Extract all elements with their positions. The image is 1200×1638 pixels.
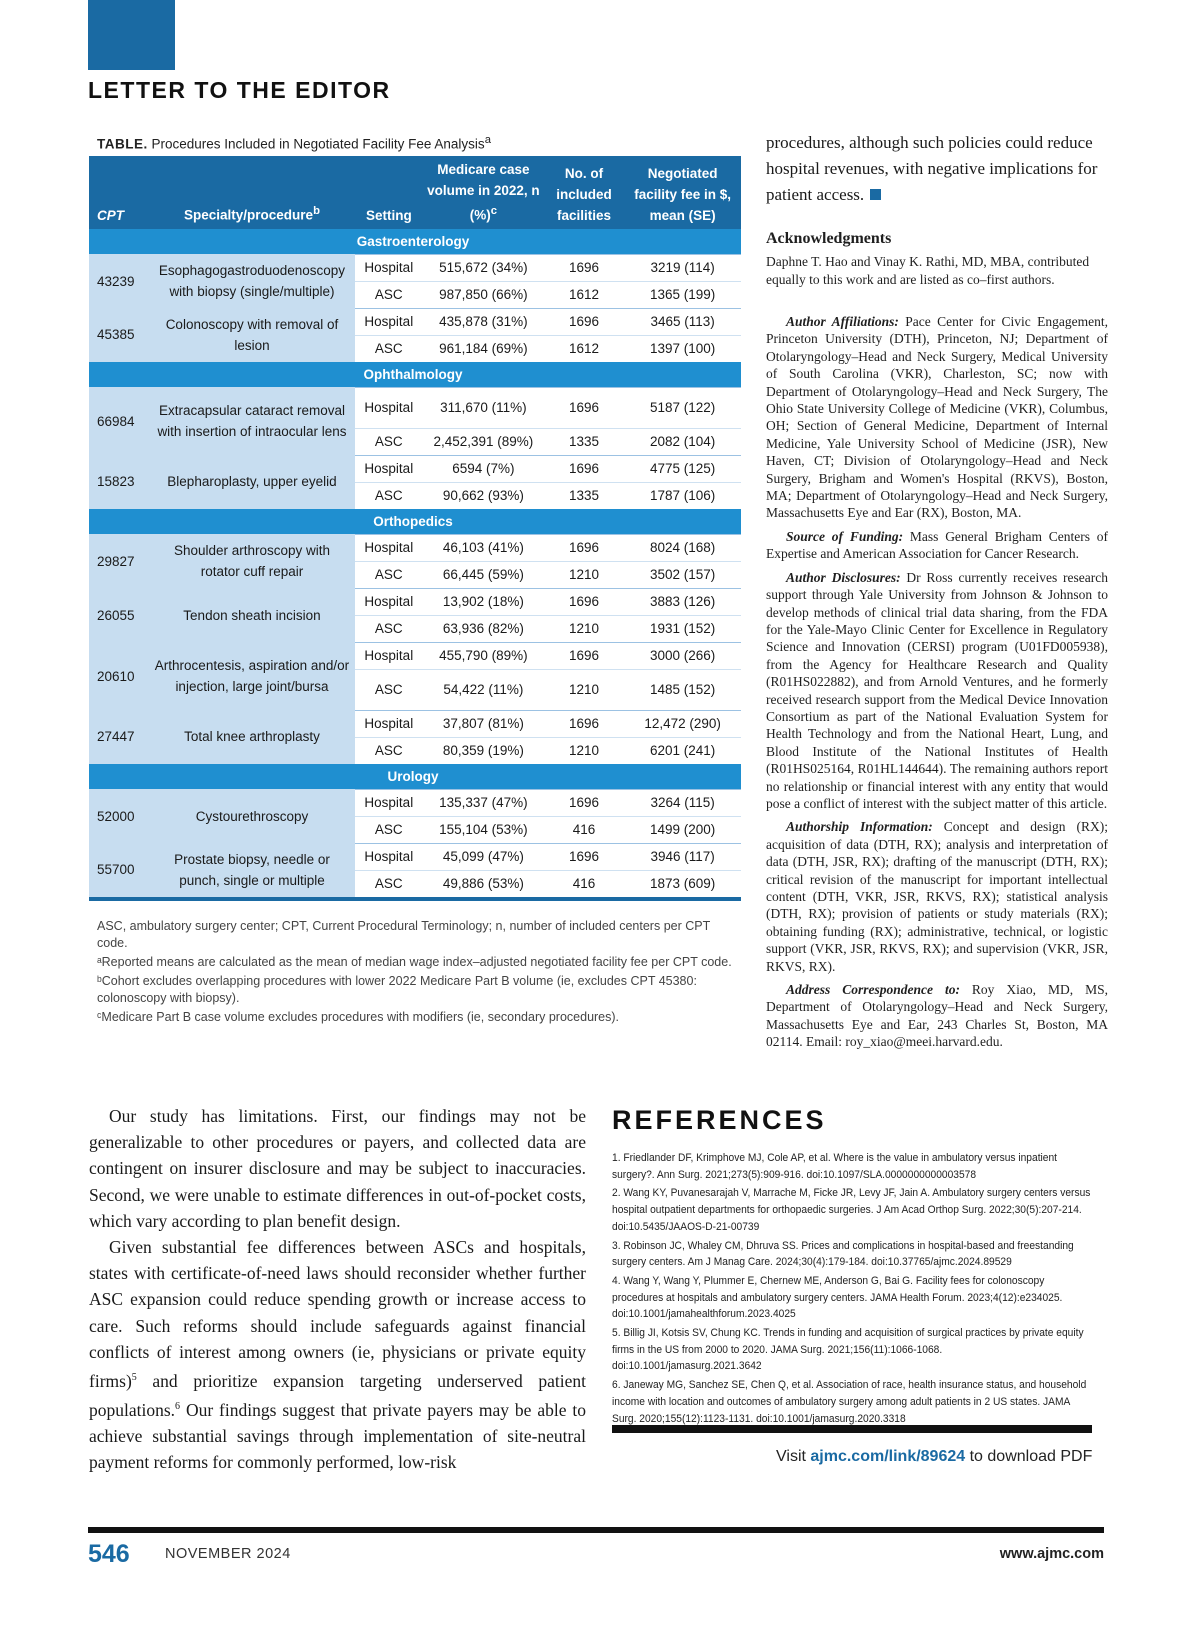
cell-setting: ASC [355,281,423,308]
cell-fee: 3264 (115) [624,789,741,816]
correspondence: Address Correspondence to: Roy Xiao, MD, MS, Department of Otolaryngology–Head and Neck Surgery, Massachusetts Eye and Ear, 243 Charles St, Boston, MA 02114. Email: roy_xiao@meei.harvard.edu. [766,982,1108,1050]
pdf-link[interactable]: ajmc.com/link/89624 [810,1448,966,1465]
cell-facilities: 1696 [544,387,624,428]
procedure-name: Blepharoplasty, upper eyelid [149,455,354,509]
acknowledgments-heading: Acknowledgments [766,230,892,247]
procedure-name: Esophagogastroduodenoscopy with biopsy (single/multiple) [149,254,354,308]
cell-fee: 3000 (266) [624,642,741,669]
cell-facilities: 416 [544,816,624,843]
cell-volume: 63,936 (82%) [423,615,544,642]
reference-item: 6. Janeway MG, Sanchez SE, Chen Q, et al. Association of race, health insurance status, and household income with location and outcomes of ambulatory surgery among adult patients in 2 US states. JAMA Surg. 2020;155(12):1123-1131. doi:10.1001/jamasurg.2020.3318 [612,1379,1087,1425]
note-c: ᶜMedicare Part B case volume excludes procedures with modifiers (ie, secondary procedures). [97,1010,620,1024]
col-cpt: CPT [89,156,149,229]
cell-volume: 80,359 (19%) [423,737,544,764]
cell-setting: ASC [355,482,423,509]
procedure-name: Extracapsular cataract removal with insertion of intraocular lens [149,387,354,455]
cell-volume: 2,452,391 (89%) [423,428,544,455]
procedures-table [89,156,741,901]
col-volume: Medicare case volume in 2022, n (%)$^c$ [423,156,544,229]
cell-volume: 155,104 (53%) [423,816,544,843]
cell-setting: Hospital [355,789,423,816]
cell-facilities: 1612 [544,335,624,362]
table-row [89,455,741,482]
cell-setting: Hospital [355,710,423,737]
reference-item: 2. Wang KY, Puvanesarajah V, Marrache M, Ficke JR, Levy JF, Jain A. Ambulatory surgery centers versus hospital outpatient departments for orthopaedic surgeries. J Am Acad Orthop Surg. 2022;30(5):207-214. doi:10.5435/JAAOS-D-21-00739 [612,1187,1091,1233]
cell-volume: 455,790 (89%) [423,642,544,669]
cell-fee: 1499 (200) [624,816,741,843]
cell-volume: 135,337 (47%) [423,789,544,816]
category-label: Gastroenterology [89,229,741,255]
cell-volume: 435,878 (31%) [423,308,544,335]
cell-facilities: 1696 [544,254,624,281]
cell-facilities: 416 [544,870,624,899]
disclosures: Author Disclosures: Dr Ross currently receives research support through Yale University from Johnson & Johnson to develop methods of clinical trial data sharing, from the FDA for the Yale-Mayo Clinic Center for Excellence in Regulatory Science and Innovation (CERSI) program (U01FD005938), from the Agency for Healthcare Research and Quality (R01HS022882), and from Arnold Ventures, and he formerly received research support from the Medical Device Innovation Consortium as part of the National Evaluation System for Health Technology and from the National Heart, Lung, and Blood Institute of the National Institutes of Health (R01HS025164, R01HL144644). The remaining authors report no relationship or financial interest with any entity that would pose a conflict of interest with the subject matter of this article. [766,569,1108,811]
cell-fee: 2082 (104) [624,428,741,455]
reference-item: 4. Wang Y, Wang Y, Plummer E, Chernew ME, Anderson G, Bai G. Facility fees for colonoscopy procedures at hospitals and ambulatory surgery centers. JAMA Health Forum. 2023;4(12):e234025. doi:10.1001/jamahealthforum.2023.4025 [612,1274,1063,1321]
col-setting: Setting [355,156,423,229]
table-row [89,254,741,281]
note-abbrev: ASC, ambulatory surgery center; CPT, Current Procedural Terminology; n, number of included centers per CPT code. [97,919,711,950]
cell-volume: 6594 (7%) [423,455,544,482]
cell-facilities: 1696 [544,308,624,335]
category-label: Ophthalmology [89,362,741,388]
cell-setting: ASC [355,428,423,455]
visit-line: Visit ajmc.com/link/89624 to download PDF [776,1448,1093,1465]
cell-fee: 3219 (114) [624,254,741,281]
cell-setting: Hospital [355,843,423,870]
cell-fee: 1365 (199) [624,281,741,308]
table-caption-text: Procedures Included in Negotiated Facility Fee Analysis [147,136,485,152]
issue-date: NOVEMBER 2024 [165,1546,291,1562]
cell-volume: 54,422 (11%) [423,669,544,710]
cell-facilities: 1335 [544,428,624,455]
cell-volume: 66,445 (59%) [423,561,544,588]
note-b: ᵇCohort excludes overlapping procedures with lower 2022 Medicare Part B volume (ie, excludes CPT 45380: colonoscopy with biopsy). [97,974,697,1005]
cell-fee: 3502 (157) [624,561,741,588]
cell-fee: 3946 (117) [624,843,741,870]
cpt-code: 20610 [89,642,149,710]
procedure-name: Prostate biopsy, needle or punch, single or multiple [149,843,354,899]
table-row [89,789,741,816]
col-fee: Negotiated facility fee in $, mean (SE) [624,156,741,229]
note-a: ᵃReported means are calculated as the mean of median wage index–adjusted negotiated facility fee per CPT code. [97,955,732,969]
cell-fee: 1397 (100) [624,335,741,362]
cell-fee: 5187 (122) [624,387,741,428]
cell-volume: 90,662 (93%) [423,482,544,509]
procedure-name: Total knee arthroplasty [149,710,354,764]
cell-facilities: 1612 [544,281,624,308]
table-row [89,710,741,737]
cpt-code: 26055 [89,588,149,642]
col-specialty: Specialty/procedure$^b$ [149,156,354,229]
page-number: 546 [88,1540,130,1568]
cpt-code: 55700 [89,843,149,899]
table-caption [97,134,491,152]
references-heading: REFERENCES [612,1105,827,1135]
cell-volume: 961,184 (69%) [423,335,544,362]
references-list [612,1150,1092,1429]
table-row [89,308,741,335]
cell-facilities: 1210 [544,561,624,588]
category-label: Orthopedics [89,509,741,535]
cell-setting: ASC [355,615,423,642]
cell-fee: 1931 (152) [624,615,741,642]
cell-facilities: 1696 [544,642,624,669]
cell-setting: Hospital [355,642,423,669]
table-row [89,534,741,561]
author-info [766,313,1108,1057]
cell-setting: Hospital [355,588,423,615]
cell-fee: 6201 (241) [624,737,741,764]
affiliations: Author Affiliations: Pace Center for Civic Engagement, Princeton University (DTH), Princeton, NJ; Department of Otolaryngology–Head and Neck Surgery, Medical University of South Carolina (VKR), Charleston, SC; now with Department of Otolaryngology–Head and Neck Surgery, The Ohio State University College of Medicine (VKR), Columbus, OH; Section of General Medicine, Department of Internal Medicine, Yale University School of Medicine (JSR), New Haven, CT; Division of Otolaryngology–Head and Neck Surgery, Brigham and Women's Hospital (RKVS), Boston, MA; Department of Otolaryngology–Head and Neck Surgery, Massachusetts Eye and Ear (RX), Boston, MA. [766,314,1108,521]
cell-fee: 1873 (609) [624,870,741,899]
cell-facilities: 1696 [544,843,624,870]
cell-facilities: 1210 [544,669,624,710]
cpt-code: 43239 [89,254,149,308]
end-square-icon [870,189,881,200]
category-row [89,229,741,255]
procedure-name: Shoulder arthroscopy with rotator cuff repair [149,534,354,588]
cell-volume: 515,672 (34%) [423,254,544,281]
cell-facilities: 1696 [544,455,624,482]
table-notes [97,918,737,1028]
cell-volume: 987,850 (66%) [423,281,544,308]
table-row [89,588,741,615]
cpt-code: 52000 [89,789,149,843]
table-caption-sup: a [484,134,491,146]
site-url[interactable]: www.ajmc.com [999,1546,1104,1562]
cell-fee: 3465 (113) [624,308,741,335]
cell-volume: 45,099 (47%) [423,843,544,870]
body-text [89,1103,586,1476]
reference-item: 3. Robinson JC, Whaley CM, Dhruva SS. Prices and complications in hospital-based and freestanding surgery centers. Am J Manag Care. 2024;30(4):179-184. doi:10.37765/ajmc.2024.89529 [612,1239,1074,1269]
cell-setting: Hospital [355,534,423,561]
table-row [89,642,741,669]
cpt-code: 45385 [89,308,149,362]
category-row [89,764,741,790]
cell-facilities: 1335 [544,482,624,509]
funding: Source of Funding: Mass General Brigham Centers of Expertise and American Association for Cancer Research. [766,528,1109,562]
cell-setting: Hospital [355,387,423,428]
cell-fee: 8024 (168) [624,534,741,561]
procedure-name: Cystourethroscopy [149,789,354,843]
cpt-code: 27447 [89,710,149,764]
cpt-code: 66984 [89,387,149,455]
reference-item: 1. Friedlander DF, Krimphove MJ, Cole AP, et al. Where is the value in ambulatory versus inpatient surgery?. Ann Surg. 2021;273(5):909-916. doi:10.1097/SLA.0000000000003578 [612,1152,1058,1181]
acknowledgments-body: Daphne T. Hao and Vinay K. Rathi, MD, MBA, contributed equally to this work and are listed as co–first authors. [766,254,1090,287]
cell-facilities: 1696 [544,710,624,737]
cell-setting: Hospital [355,308,423,335]
body-paragraph-1: Our study has limitations. First, our findings may not be generalizable to other procedures or payers, and collected data are contingent on insurer disclosure and may be subject to inaccuracies. Second, we were unable to estimate differences in out-of-pocket costs, which vary according to plan benefit design. [89,1106,586,1231]
cell-volume: 311,670 (11%) [423,387,544,428]
cell-facilities: 1210 [544,615,624,642]
cell-setting: Hospital [355,455,423,482]
category-row [89,509,741,535]
cell-setting: ASC [355,737,423,764]
reference-item: 5. Billig JI, Kotsis SV, Chung KC. Trends in funding and acquisition of surgical practices by private equity firms in the US from 2000 to 2020. JAMA Surg. 2021;156(11):1066-1068. doi:10.1001/jamasurg.2021.3642 [612,1327,1084,1373]
cell-facilities: 1210 [544,737,624,764]
cell-fee: 12,472 (290) [624,710,741,737]
cell-setting: ASC [355,335,423,362]
top-accent-bar [88,0,175,70]
cell-fee: 1485 (152) [624,669,741,710]
references-rule [612,1425,1092,1433]
cell-setting: Hospital [355,254,423,281]
cell-fee: 3883 (126) [624,588,741,615]
table-row [89,843,741,870]
cpt-code: 15823 [89,455,149,509]
col-included: No. of included facilities [544,156,624,229]
section-label: LETTER TO THE EDITOR [88,77,391,103]
cell-volume: 46,103 (41%) [423,534,544,561]
procedure-name: Arthrocentesis, aspiration and/or injection, large joint/bursa [149,642,354,710]
cell-setting: ASC [355,816,423,843]
category-label: Urology [89,764,741,790]
cell-facilities: 1696 [544,534,624,561]
cell-volume: 49,886 (53%) [423,870,544,899]
cell-fee: 1787 (106) [624,482,741,509]
cell-volume: 13,902 (18%) [423,588,544,615]
cell-setting: ASC [355,669,423,710]
cell-facilities: 1696 [544,789,624,816]
table-caption-label: TABLE. [97,136,148,152]
procedure-name: Tendon sheath incision [149,588,354,642]
cell-facilities: 1696 [544,588,624,615]
cell-setting: ASC [355,561,423,588]
table-row [89,387,741,428]
cpt-code: 29827 [89,534,149,588]
authorship: Authorship Information: Concept and design (RX); acquisition of data (DTH, RX); analysis and interpretation of data (DTH, JSR, RX); drafting of the manuscript (DTH, RX); critical revision of the manuscript for important intellectual content (DTH, VKR, JSR, RKVS, RX); statistical analysis (DTH, RX); provision of patients or study materials (RX); obtaining funding (RX); administrative, technical, or logistic support (VKR, JSR, RKVS, RX); and supervision (VKR, JSR, RKVS, RX). [766,819,1108,974]
cell-volume: 37,807 (81%) [423,710,544,737]
procedure-name: Colonoscopy with removal of lesion [149,308,354,362]
category-row [89,362,741,388]
right-column-intro: procedures, although such policies could reduce hospital revenues, with negative implications for patient access. [766,133,1098,204]
cell-setting: ASC [355,870,423,899]
cell-fee: 4775 (125) [624,455,741,482]
footer-rule [88,1527,1104,1533]
body-paragraph-2: Given substantial fee differences between ASCs and hospitals, states with certificate-of-need laws should reconsider whether further ASC expansion could reduce spending growth or increase access to care. Such reforms should include safeguards against financial conflicts of interest among owners (ie, physicians or private equity firms)$^5$ and prioritize expansion targeting underserved patient populations.$^6$ Our findings suggest that private payers may be able to achieve substantial savings through implementation of site-neutral payment reforms for commonly performed, low-risk [89,1237,586,1473]
